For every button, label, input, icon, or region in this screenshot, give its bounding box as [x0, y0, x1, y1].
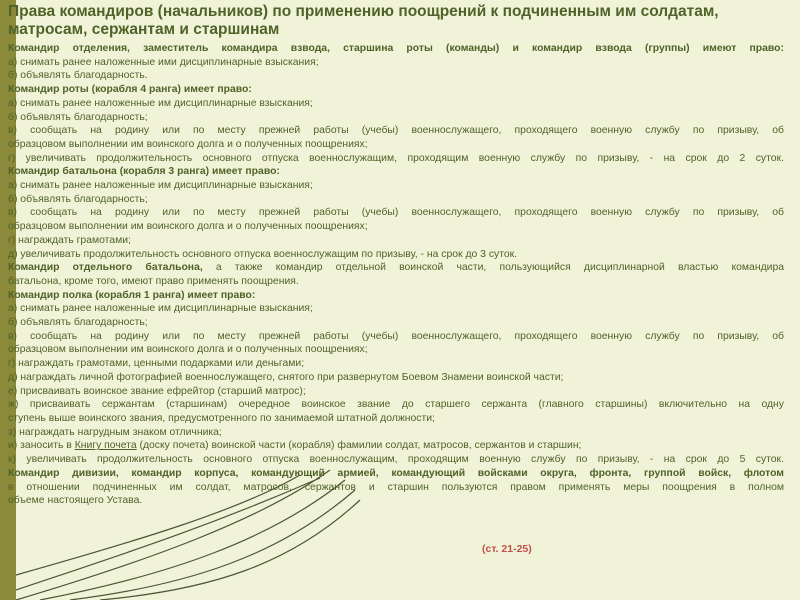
text-line — [8, 439, 784, 453]
text-line: д) награждать личной фотографией военнослужащего, снятого при развернутом Боевом Знамени воинской части; — [8, 371, 564, 383]
section-head: Командир полка (корабля 1 ранга) имеет право: — [8, 289, 256, 301]
text-line: образцовом выполнении им воинского долга и о полученных поощрениях; — [8, 221, 368, 233]
text-line: к) увеличивать продолжительность основного отпуска военнослужащим, проходящим военную службу по призыву, - на срок до 5 суток. — [8, 454, 784, 466]
text-line: б) объявлять благодарность. — [8, 70, 148, 82]
text-span: и) заносить в — [8, 440, 75, 452]
section-head: Командир батальона (корабля 3 ранга) имеет право: — [8, 166, 280, 178]
text-line: б) объявлять благодарность; — [8, 317, 148, 329]
text-line: батальона, кроме того, имеют право применять поощрения. — [8, 275, 299, 287]
slide-title: Права командиров (начальников) по применению поощрений к подчиненным им солдатам, матросам, сержантам и старшинам — [8, 3, 719, 38]
text-line: образцовом выполнении им воинского долга и о полученных поощрениях; — [8, 138, 368, 150]
section-head: Командир отдельного батальона, — [8, 262, 203, 274]
honor-book-link[interactable]: Книгу почета — [74, 440, 137, 452]
text-line: д) увеличивать продолжительность основного отпуска военнослужащим по призыву, - на срок до 3 суток. — [8, 248, 518, 260]
text-line: ступень выше воинского звания, предусмотренного по занимаемой штатной должности; — [8, 412, 435, 424]
section-head: Командир отделения, заместитель командира взвода, старшина роты (команды) и командир взвода (группы) имеют право: — [8, 43, 784, 54]
text-line: а) снимать ранее наложенные им дисциплинарные взыскания; — [8, 180, 313, 192]
text-line: б) объявлять благодарность; — [8, 193, 148, 205]
text-line: ж) присваивать сержантам (старшинам) очередное воинское звание до старшего сержанта (главного старшины) включительно на одну — [8, 399, 784, 411]
text-span: а также командир отдельной воинской части, пользующийся дисциплинарной властью командира — [202, 262, 784, 274]
text-line: а) снимать ранее наложенные им дисциплинарные взыскания; — [8, 303, 313, 315]
section-head: Командир роты (корабля 4 ранга) имеет право: — [8, 84, 252, 96]
text-span: (доску почета) воинской части (корабля) фамилии солдат, матросов, сержантов и старшин; — [136, 440, 582, 452]
text-line: в отношении подчиненных им солдат, матросов, сержантов и старшин пользуются правом применять меры поощрения в полном — [8, 481, 784, 493]
text-body — [8, 42, 784, 508]
article-reference: (ст. 21-25) — [482, 543, 532, 555]
text-line: в) сообщать на родину или по месту прежней работы (учебы) военнослужащего, проходящего военную службу по призыву, об — [8, 125, 784, 137]
text-line: г) награждать грамотами; — [8, 234, 131, 246]
section-head: Командир дивизии, командир корпуса, командующий армией, командующий войсками округа, фронта, группой войск, флотом — [8, 467, 784, 479]
text-line: а) снимать ранее наложенные им дисциплинарные взыскания; — [8, 97, 313, 109]
text-line: образцовом выполнении им воинского долга и о полученных поощрениях; — [8, 344, 368, 356]
text-line: объеме настоящего Устава. — [8, 495, 143, 507]
text-line: з) награждать нагрудным знаком отличника; — [8, 426, 222, 438]
text-line: в) сообщать на родину или по месту прежней работы (учебы) военнослужащего, проходящего военную службу по призыву, об — [8, 330, 784, 342]
text-line: б) объявлять благодарность; — [8, 111, 148, 123]
text-line: в) сообщать на родину или по месту прежней работы (учебы) военнослужащего, проходящего военную службу по призыву, об — [8, 207, 784, 219]
text-line — [8, 261, 784, 275]
text-line: г) увеличивать продолжительность основного отпуска военнослужащим, проходящим военную службу по призыву, - на срок до 2 суток. — [8, 152, 784, 164]
text-line: е) присваивать воинское звание ефрейтор (старший матрос); — [8, 385, 306, 397]
text-line: г) награждать грамотами, ценными подарками или деньгами; — [8, 358, 305, 370]
text-line: а) снимать ранее наложенные ими дисциплинарные взыскания; — [8, 56, 319, 68]
